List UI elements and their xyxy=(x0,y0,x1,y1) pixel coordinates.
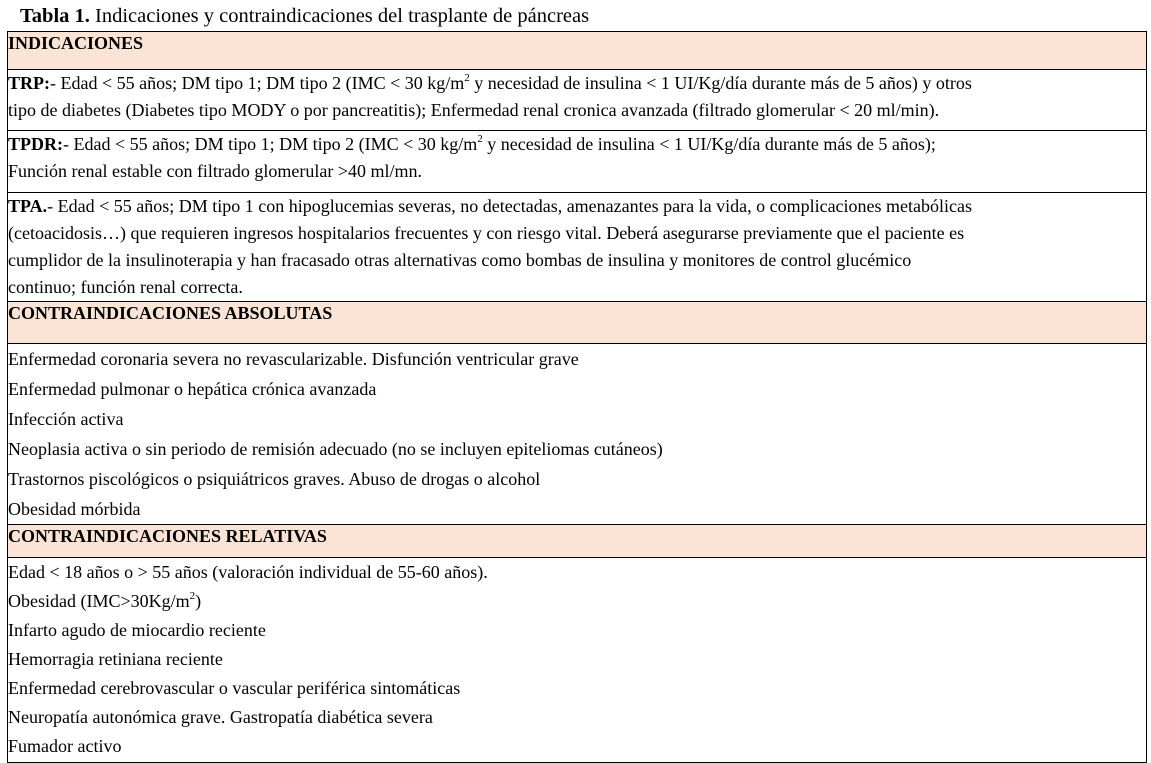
list-item: Neoplasia activa o sin periodo de remisión adecuado (no se incluyen epiteliomas cutáneos) xyxy=(8,439,663,459)
indicaciones-header: INDICACIONES xyxy=(8,32,1147,70)
tpa-line-2: (cetoacidosis…) que requieren ingresos hospitalarios frecuentes y con riesgo vital. Deberá asegurarse previamente que el paciente es xyxy=(8,223,965,243)
list-item: Edad < 18 años o > 55 años (valoración individual de 55-60 años). xyxy=(8,562,488,582)
list-item: Neuropatía autonómica grave. Gastropatía diabética severa xyxy=(8,707,433,727)
caption-title: Indicaciones y contraindicaciones del trasplante de páncreas xyxy=(89,5,590,27)
list-item: Obesidad $(IMC>30Kg/m^2)$ xyxy=(8,590,202,611)
absolutas-list xyxy=(8,344,1147,525)
indications-table xyxy=(7,31,1147,763)
tpdr-line-2: Función renal estable con filtrado glomerular >40 ml/mn. xyxy=(8,161,423,181)
list-item: Fumador activo xyxy=(8,736,122,756)
list-item: Enfermedad pulmonar o hepática crónica avanzada xyxy=(8,379,377,399)
trp-line-1: TRP:- Edad < 55 años; DM tipo 1; DM tipo 2 (IMC < 30 $kg/m^2$ y necesidad de insulina < 1 UI/Kg/día durante más de 5 años) y otros xyxy=(8,72,972,93)
list-item: Enfermedad cerebrovascular o vascular periférica sintomáticas xyxy=(8,678,461,698)
list-item: Obesidad mórbida xyxy=(8,499,141,519)
tpa-line-3: cumplidor de la insulinoterapia y han fracasado otras alternativas como bombas de insulina y monitores de control glucémico xyxy=(8,250,912,270)
trp-cell xyxy=(8,70,1147,131)
list-item: Hemorragia retiniana reciente xyxy=(8,649,223,669)
tpdr-label: TPDR: xyxy=(8,134,63,154)
trp-label: TRP: xyxy=(8,73,50,93)
list-item: Infarto agudo de miocardio reciente xyxy=(8,620,266,640)
tpdr-line-1: TPDR:- Edad < 55 años; DM tipo 1; DM tipo 2 (IMC < 30 $kg/m^2$ y necesidad de insulina < 1 UI/Kg/día durante más de 5 años); xyxy=(8,133,936,154)
tpa-label: TPA. xyxy=(8,196,48,216)
relativas-list xyxy=(8,558,1147,763)
list-item: Enfermedad coronaria severa no revascularizable. Disfunción ventricular grave xyxy=(8,349,579,369)
caption-number: Tabla 1. xyxy=(20,5,90,27)
trp-line-2: tipo de diabetes (Diabetes tipo MODY o por pancreatitis); Enfermedad renal cronica avanzada (filtrado glomerular < 20 ml/min). xyxy=(8,100,940,120)
tpa-line-1: TPA.- Edad < 55 años; DM tipo 1 con hipoglucemias severas, no detectadas, amenazantes para la vida, o complicaciones metabólicas xyxy=(8,196,973,216)
relativas-header: CONTRAINDICACIONES RELATIVAS xyxy=(8,525,1147,558)
table-caption xyxy=(20,4,589,28)
tpa-line-4: continuo; función renal correcta. xyxy=(8,277,243,297)
tpa-cell xyxy=(8,193,1147,302)
absolutas-header: CONTRAINDICACIONES ABSOLUTAS xyxy=(8,302,1147,344)
tpdr-cell xyxy=(8,131,1147,193)
list-item: Trastornos piscológicos o psiquiátricos graves. Abuso de drogas o alcohol xyxy=(8,469,541,489)
list-item: Infección activa xyxy=(8,409,124,429)
